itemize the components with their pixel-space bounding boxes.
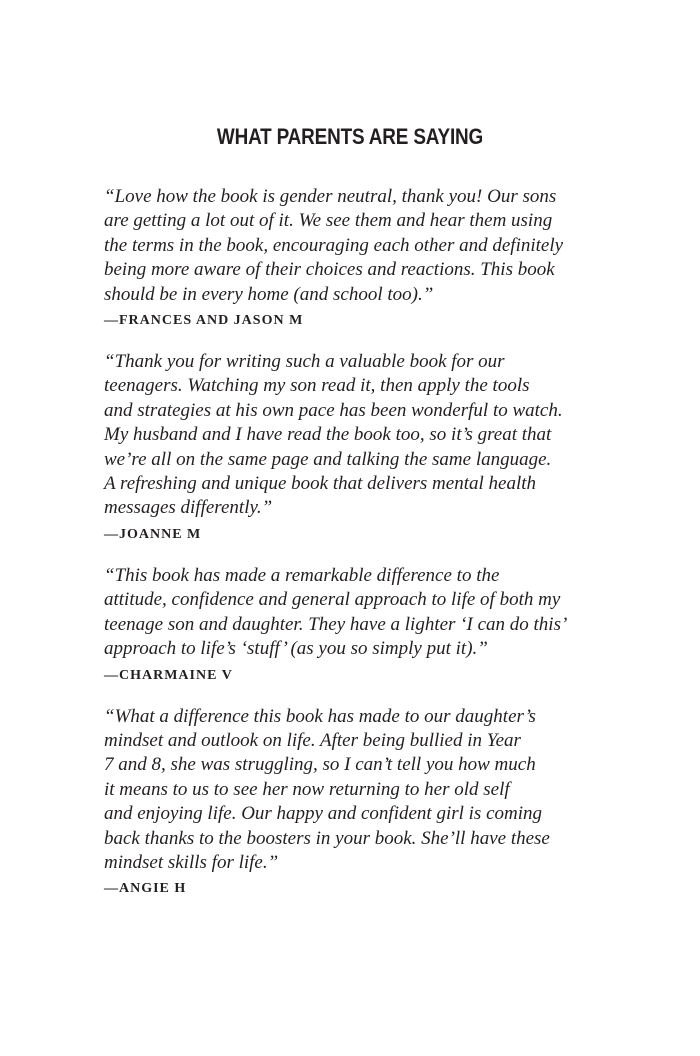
testimonial (104, 350, 584, 544)
testimonial-author: —JOANNE M (104, 526, 202, 542)
testimonial-quote: “What a difference this book has made to our daughter’s mindset and outlook on life. After being bullied in Year 7 and 8, she was struggling, so I can’t tell you how much it means to us to see her now returning to her old self and enjoying life. Our happy and confident girl is coming back thanks to the boosters in your book. She’ll have these mindset skills for life.” (104, 705, 550, 873)
testimonial-quote: “Thank you for writing such a valuable book for our teenagers. Watching my son read it, then apply the tools and strategies at his own pace has been wonderful to watch. My husband and I have read the book too, so it’s great that we’re all on the same page and talking the same language. A refreshing and unique book that delivers mental health messages differently.” (104, 351, 563, 519)
testimonial (104, 705, 584, 899)
testimonial (104, 564, 584, 685)
page-heading: WHAT PARENTS ARE SAYING (216, 124, 484, 149)
testimonials-list (104, 185, 584, 918)
testimonial-author: —FRANCES AND JASON M (104, 313, 304, 329)
testimonial-author: —CHARMAINE V (104, 667, 233, 683)
testimonial (104, 185, 584, 330)
testimonial-quote: “Love how the book is gender neutral, thank you! Our sons are getting a lot out of it. We see them and hear them using the terms in the book, encouraging each other and definitely being more aware of their choices and reactions. This book should be in every home (and school too).” (104, 186, 564, 305)
testimonial-author: —ANGIE H (104, 881, 187, 897)
testimonial-quote: “This book has made a remarkable difference to the attitude, confidence and general approach to life of both my teenage son and daughter. They have a lighter ‘I can do this’ approach to life’s ‘stuff’ (as you so simply put it).” (104, 564, 568, 660)
